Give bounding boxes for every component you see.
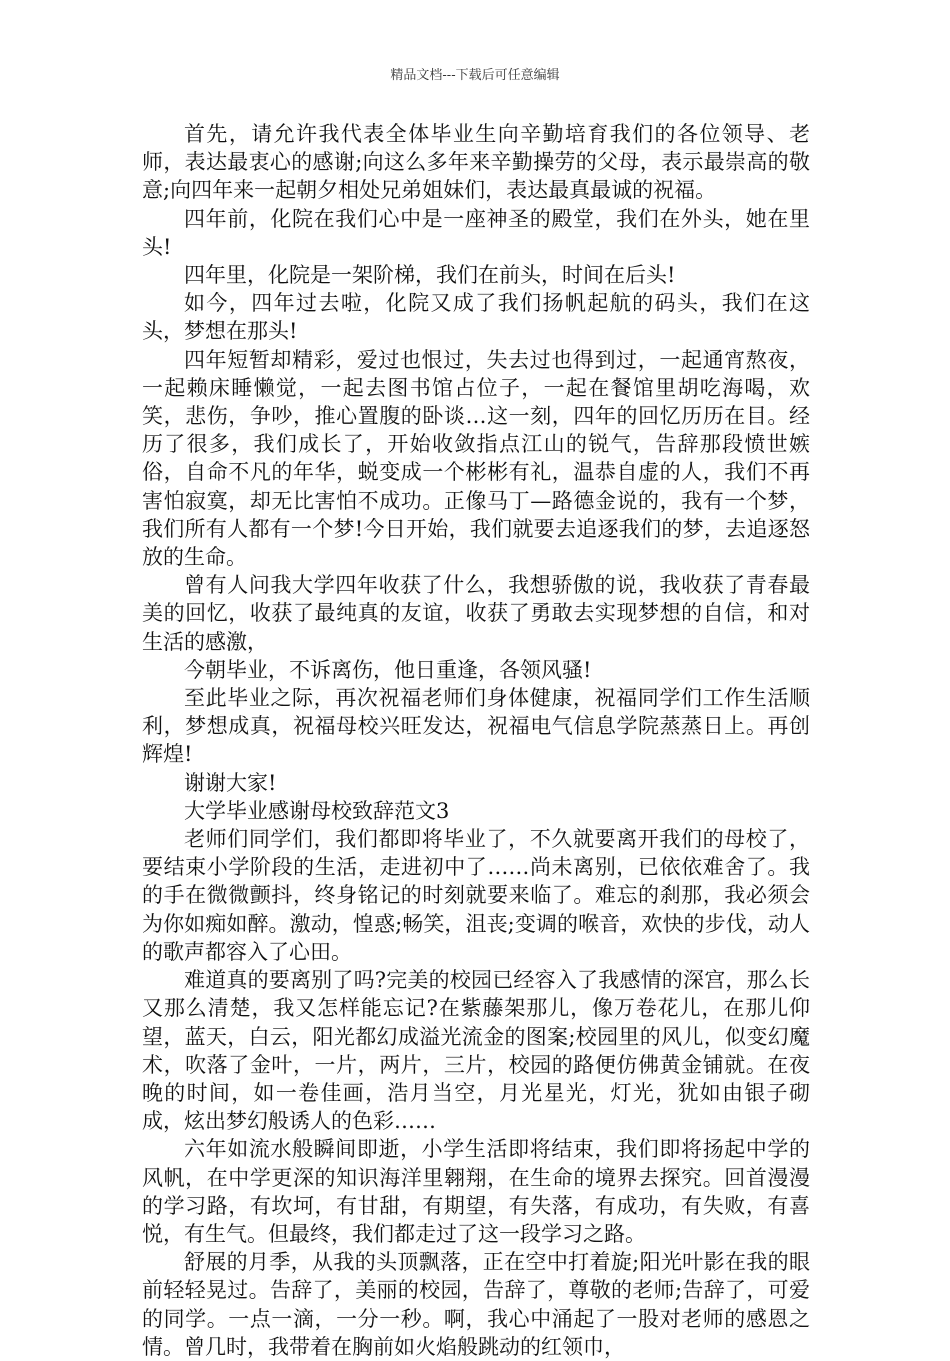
paragraph: 今朝毕业，不诉离伤，他日重逢，各领风骚! [184, 657, 592, 682]
paragraph: 四年短暂却精彩，爱过也恨过，失去过也得到过，一起通宵熬夜，一起赖床睡懒觉，一起去图书馆占位子，一起在餐馆里胡吃海喝，欢笑，悲伤，争吵，推心置腹的卧谈…这一刻，四年的回忆历历在目。经历了很多，我们成长了，开始收敛指点江山的锐气，告辞那段愤世嫉俗，自命不凡的年华，蜕变成一个彬彬有礼，温恭自虚的人，我们不再害怕寂寞，却无比害怕不成功。正像马丁—路德金说的，我有一个梦，我们所有人都有一个梦!今日开始，我们就要去追逐我们的梦，去追逐怒放的生命。 [142, 347, 810, 570]
paragraph: 曾有人问我大学四年收获了什么，我想骄傲的说，我收获了青春最美的回忆，收获了最纯真的友谊，收获了勇敢去实现梦想的自信，和对生活的感激， [142, 573, 810, 654]
document-body [142, 120, 810, 1361]
paragraph: 舒展的月季，从我的头顶飘落，正在空中打着旋;阳光叶影在我的眼前轻轻晃过。告辞了，美丽的校园，告辞了，尊敬的老师;告辞了，可爱的同学。一点一滴，一分一秒。啊，我心中涌起了一股对老师的感恩之情。曾几时，我带着在胸前如火焰般跳动的红领巾， [142, 1250, 810, 1359]
paragraph: 谢谢大家! [184, 770, 277, 795]
paragraph: 至此毕业之际，再次祝福老师们身体健康，祝福同学们工作生活顺利，梦想成真，祝福母校兴旺发达，祝福电气信息学院蒸蒸日上。再创辉煌! [142, 686, 810, 767]
paragraph: 六年如流水般瞬间即逝，小学生活即将结束，我们即将扬起中学的风帆，在中学更深的知识海洋里翱翔，在生命的境界去探究。回首漫漫的学习路，有坎坷，有甘甜，有期望，有失落，有成功，有失败，有喜悦，有生气。但最终，我们都走过了这一段学习之路。 [142, 1137, 810, 1246]
paragraph: 四年前，化院在我们心中是一座神圣的殿堂，我们在外头，她在里头! [142, 206, 810, 259]
paragraph: 难道真的要离别了吗?完美的校园已经容入了我感情的深宫，那么长又那么清楚，我又怎样能忘记?在紫藤架那儿，像万卷花儿，在那儿仰望，蓝天，白云，阳光都幻成溢光流金的图案;校园里的风儿，似变幻魔术，吹落了金叶，一片，两片，三片，校园的路便仿佛黄金铺就。在夜晚的时间，如一卷佳画，浩月当空，月光星光，灯光，犹如由银子砌成，炫出梦幻般诱人的色彩…… [142, 968, 810, 1134]
paragraph: 首先，请允许我代表全体毕业生向辛勤培育我们的各位领导、老师，表达最衷心的感谢;向这么多年来辛勤操劳的父母，表示最崇高的敬意;向四年来一起朝夕相处兄弟姐妹们，表达最真最诚的祝福。 [142, 122, 810, 203]
page-header: 精品文档---下载后可任意编辑 [390, 68, 560, 83]
section-title: 大学毕业感谢母校致辞范文3 [184, 798, 450, 823]
paragraph: 四年里，化院是一架阶梯，我们在前头，时间在后头! [184, 263, 676, 288]
paragraph: 如今，四年过去啦，化院又成了我们扬帆起航的码头，我们在这头，梦想在那头! [142, 291, 810, 344]
paragraph: 老师们同学们，我们都即将毕业了，不久就要离开我们的母校了，要结束小学阶段的生活，走进初中了……尚未离别，已依依难舍了。我的手在微微颤抖，终身铭记的时刻就要来临了。难忘的刹那，我必须会为你如痴如醉。激动，惶惑;畅笑，沮丧;变调的喉音，欢快的步伐，动人的歌声都容入了心田。 [142, 827, 810, 964]
